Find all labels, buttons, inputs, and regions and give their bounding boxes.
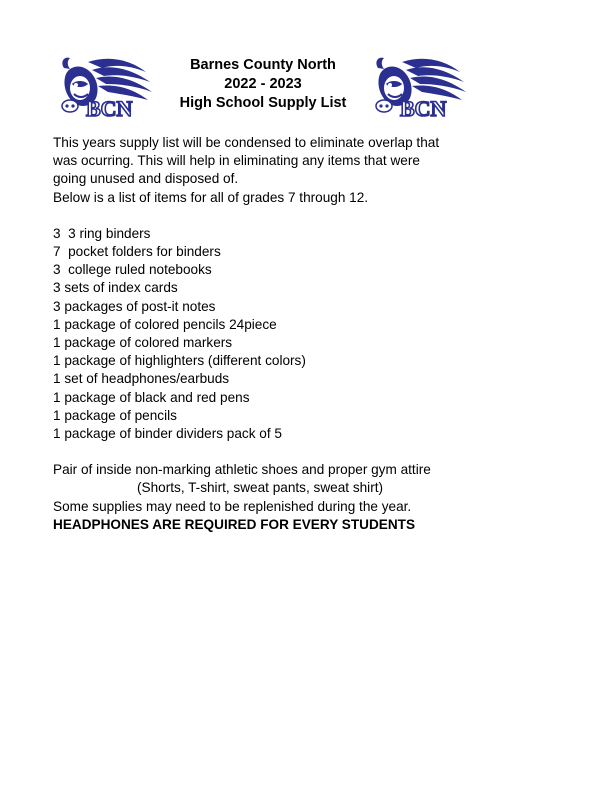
headphones-notice: HEADPHONES ARE REQUIRED FOR EVERY STUDENTS	[53, 516, 416, 532]
intro-line: This years supply list will be condensed to eliminate overlap that	[53, 135, 440, 150]
school-name: Barnes County North	[190, 57, 336, 73]
school-year: 2022 - 2023	[224, 76, 302, 92]
supply-item: 3 sets of index cards	[53, 280, 178, 296]
replenish-note: Some supplies may need to be replenished during the year.	[53, 498, 412, 514]
bison-logo-right	[372, 54, 472, 120]
supply-item-list	[53, 225, 573, 443]
gym-attire-detail: (Shorts, T-shirt, sweat pants, sweat shirt)	[137, 480, 384, 496]
page-title-block	[150, 56, 376, 113]
supply-item: 1 package of pencils	[53, 407, 177, 423]
document-body	[53, 134, 573, 534]
intro-line: going unused and disposed of.	[53, 171, 239, 187]
supply-item: 1 package of binder dividers pack of 5	[53, 426, 282, 442]
intro-line: was ocurring. This will help in eliminating any items that were	[53, 153, 420, 169]
spacer	[53, 443, 573, 461]
supply-item: 3 college ruled notebooks	[53, 262, 212, 278]
supply-item: 7 pocket folders for binders	[53, 244, 221, 260]
gym-requirement: Pair of inside non-marking athletic shoes and proper gym attire	[53, 462, 431, 478]
intro-line: Below is a list of items for all of grades 7 through 12.	[53, 189, 369, 205]
supply-item: 1 package of highlighters (different colors)	[53, 353, 306, 369]
supply-item: 3 3 ring binders	[53, 225, 151, 241]
spacer	[53, 207, 573, 225]
supply-item: 1 package of colored pencils 24piece	[53, 316, 277, 332]
logo-bcn-text-right: BCN	[400, 96, 447, 120]
supply-item: 1 package of black and red pens	[53, 389, 250, 405]
logo-bcn-text-left: BCN	[86, 96, 133, 120]
list-title: High School Supply List	[179, 95, 347, 111]
supply-item: 3 packages of post-it notes	[53, 298, 216, 314]
bison-logo-left	[58, 54, 158, 120]
supply-item: 1 package of colored markers	[53, 335, 233, 351]
supply-item: 1 set of headphones/earbuds	[53, 371, 230, 387]
